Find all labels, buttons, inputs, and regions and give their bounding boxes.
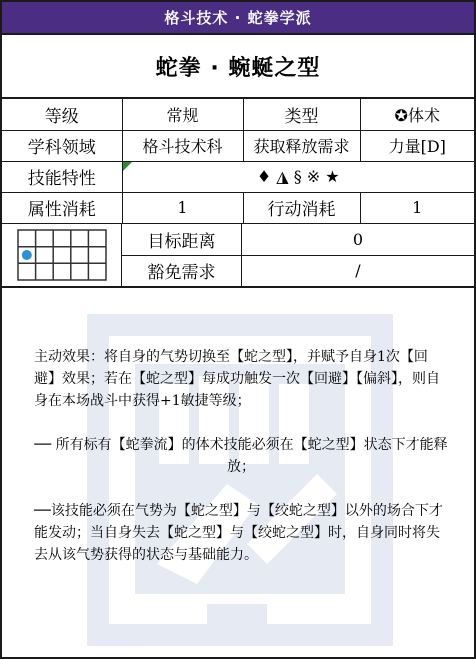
level-label: 等级: [2, 99, 122, 130]
category-header: 格斗技术 · 蛇拳学派: [2, 2, 474, 35]
attribute-table: [2, 99, 474, 224]
domain-row: [2, 130, 474, 161]
target-section: [2, 224, 474, 288]
type-label: 类型: [243, 99, 360, 130]
corner-marker-icon: [123, 162, 132, 171]
description-paragraph-2: ── 所有标有【蛇拳流】的体术技能必须在【蛇之型】状态下才能释放；: [34, 436, 448, 475]
description-area: [2, 288, 474, 658]
traits-value: ♦ ◮ § ※ ★: [256, 167, 340, 186]
range-origin-dot: [21, 250, 31, 260]
cost-value: 1: [122, 192, 243, 223]
range-grid-cell: [2, 224, 122, 286]
range-value: 0: [352, 229, 364, 249]
level-row: [2, 99, 474, 130]
level-value: 常规: [122, 99, 243, 130]
domain-value: 格斗技术科: [122, 130, 243, 161]
range-grid-icon: [17, 229, 107, 281]
description-paragraph-1: 主动效果：将自身的气势切换至【蛇之型】，并赋予自身1次【回避】效果；若在【蛇之型】每成功触发一次【回避】【偏斜】，则自身在本场战斗中获得+1敏捷等级；: [34, 348, 440, 409]
immune-row: [122, 255, 474, 286]
skill-title: 蛇拳 · 蜿蜒之型: [2, 35, 474, 99]
action-cost-label: 行动消耗: [243, 192, 360, 223]
requirement-label: 获取释放需求: [243, 130, 360, 161]
target-values: [122, 224, 474, 286]
type-value: ✪体术: [360, 99, 474, 130]
traits-row: [2, 161, 474, 192]
domain-label: 学科领域: [2, 130, 122, 161]
range-label: 目标距离: [122, 224, 242, 255]
traits-value-cell: [122, 161, 474, 192]
traits-label: 技能特性: [2, 161, 122, 192]
range-row: [122, 224, 474, 255]
cost-row: [2, 192, 474, 223]
immune-label: 豁免需求: [122, 256, 242, 286]
action-cost-value: 1: [360, 192, 474, 223]
cost-label: 属性消耗: [2, 192, 122, 223]
description-paragraph-3: ──该技能必须在气势为【蛇之型】与【绞蛇之型】以外的场合下才能发动；当自身失去【蛇之型】与【绞蛇之型】时，自身同时将失去从该气势获得的状态与基础能力。: [34, 502, 443, 563]
immune-value: /: [355, 261, 361, 280]
requirement-value: 力量[D]: [360, 130, 474, 161]
